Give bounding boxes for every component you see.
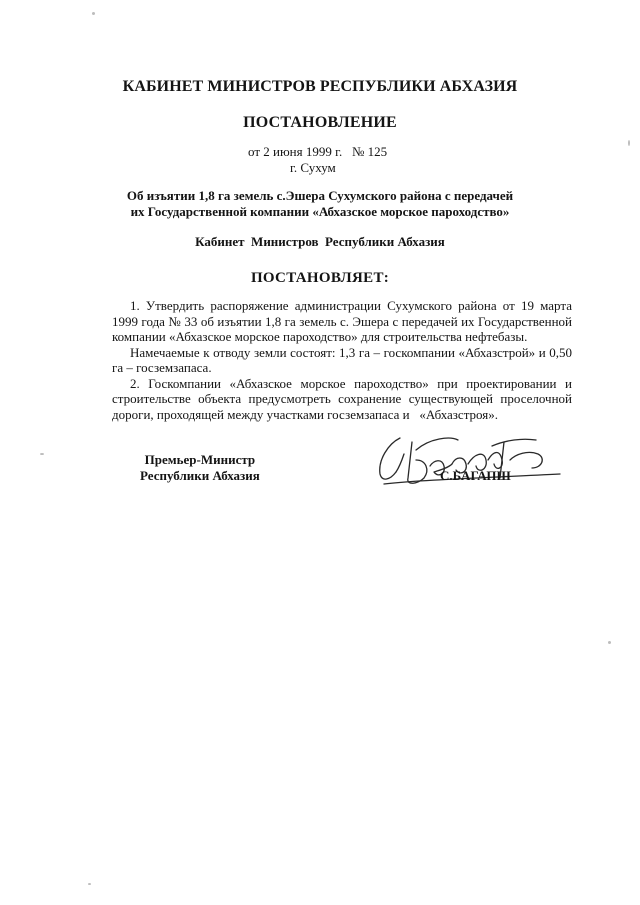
document-type-heading: ПОСТАНОВЛЕНИЕ: [243, 114, 397, 131]
scan-speck: [92, 12, 95, 15]
city: г. Сухум: [290, 160, 336, 175]
scan-speck: [628, 140, 630, 146]
scan-speck: [88, 883, 91, 885]
subject-line-2: их Государственной компании «Абхазское морское пароходство»: [130, 204, 510, 219]
issuer: Кабинет Министров Республики Абхазия: [195, 234, 445, 249]
signatory-name: С.БАГАПШ: [440, 468, 511, 483]
subject: [0, 188, 640, 220]
resolves-heading: ПОСТАНОВЛЯЕТ:: [250, 270, 390, 286]
signatory-title: [140, 452, 260, 484]
signatory-title-line-1: Премьер-Министр: [144, 452, 256, 467]
paragraph-2: Намечаемые к отводу земли состоят: 1,3 га – госкомпании «Абхазстрой» и 0,50 га – госземзапаса.: [112, 344, 572, 375]
scan-speck: [40, 453, 44, 455]
paragraph-1: 1. Утвердить распоряжение администрации Сухумского района от 19 марта 1999 года № 33 об изъятии 1,8 га земель с. Эшера с передачей их Государственной компании «Абхазское морское пароходство» для строительства нефтебазы.: [112, 298, 572, 344]
date-number: от 2 июня 1999 г. № 125: [248, 144, 388, 159]
body-text: [112, 298, 576, 422]
organization-heading: КАБИНЕТ МИНИСТРОВ РЕСПУБЛИКИ АБХАЗИЯ: [122, 78, 518, 95]
paragraph-3: 2. Госкомпании «Абхазское морское пароходство» при проектировании и строительстве объекта предусмотреть сохранение существующей проселочной дороги, проходящей между участками госземзапаса и «Абхазстроя».: [112, 375, 576, 422]
scan-speck: [608, 641, 611, 644]
signatory-title-line-2: Республики Абхазия: [140, 468, 260, 483]
handwritten-signature: [360, 420, 580, 500]
subject-line-1: Об изъятии 1,8 га земель с.Эшера Сухумского района с передачей: [126, 188, 514, 203]
